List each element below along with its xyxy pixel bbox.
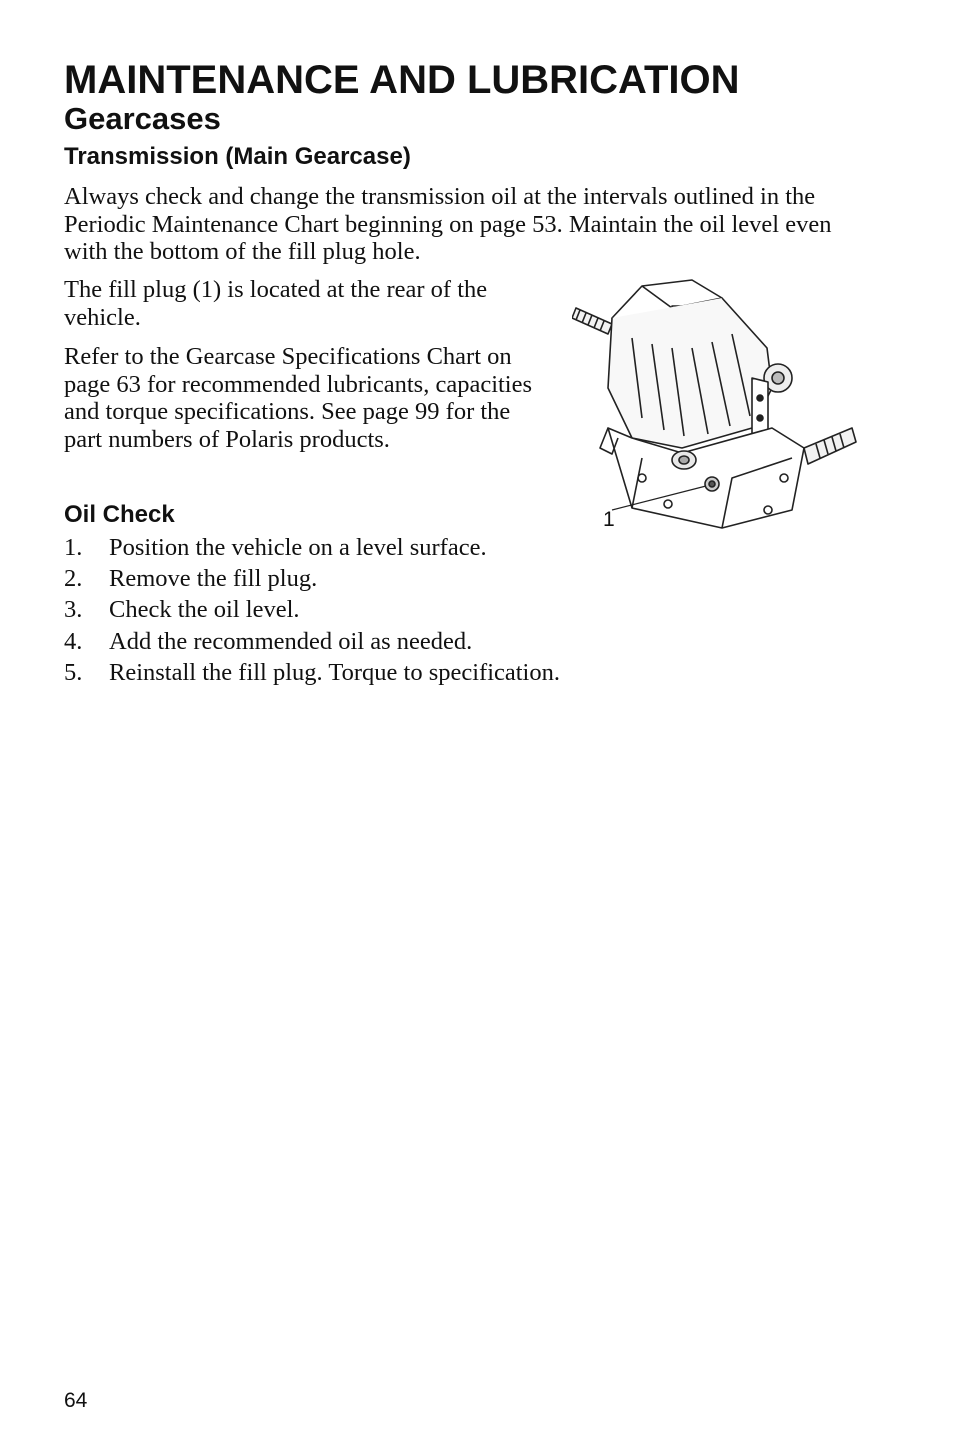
list-item: 2. Remove the fill plug. xyxy=(64,565,318,593)
oil-check-heading: Oil Check xyxy=(64,501,175,528)
page-number: 64 xyxy=(64,1389,88,1412)
list-item: 4. Add the recommended oil as needed. xyxy=(64,627,473,655)
fill-plug-paragraph: The fill plug (1) is located at the rear of the vehicle. xyxy=(64,276,488,331)
subsection-title: Transmission (Main Gearcase) xyxy=(64,143,411,170)
callout-label-1: 1 xyxy=(603,508,615,531)
intro-paragraph: Always check and change the transmission oil at the intervals outlined in the Periodic Maintenance Chart beginning on page 53. Maintain the oil level even with the bottom of the fill plug hole. xyxy=(64,183,832,265)
list-item: 5. Reinstall the fill plug. Torque to specification. xyxy=(64,658,560,686)
gearcase-illustration xyxy=(572,278,862,540)
section-title: Gearcases xyxy=(64,101,221,136)
oil-check-steps xyxy=(64,532,560,688)
refer-paragraph: Refer to the Gearcase Specifications Chart on page 63 for recommended lubricants, capacities and torque specifications. See page 99 for the part numbers of Polaris products. xyxy=(64,343,533,453)
chapter-title: MAINTENANCE AND LUBRICATION xyxy=(64,58,740,102)
list-item: 1. Position the vehicle on a level surface. xyxy=(64,534,487,561)
list-item: 3. Check the oil level. xyxy=(64,596,300,624)
